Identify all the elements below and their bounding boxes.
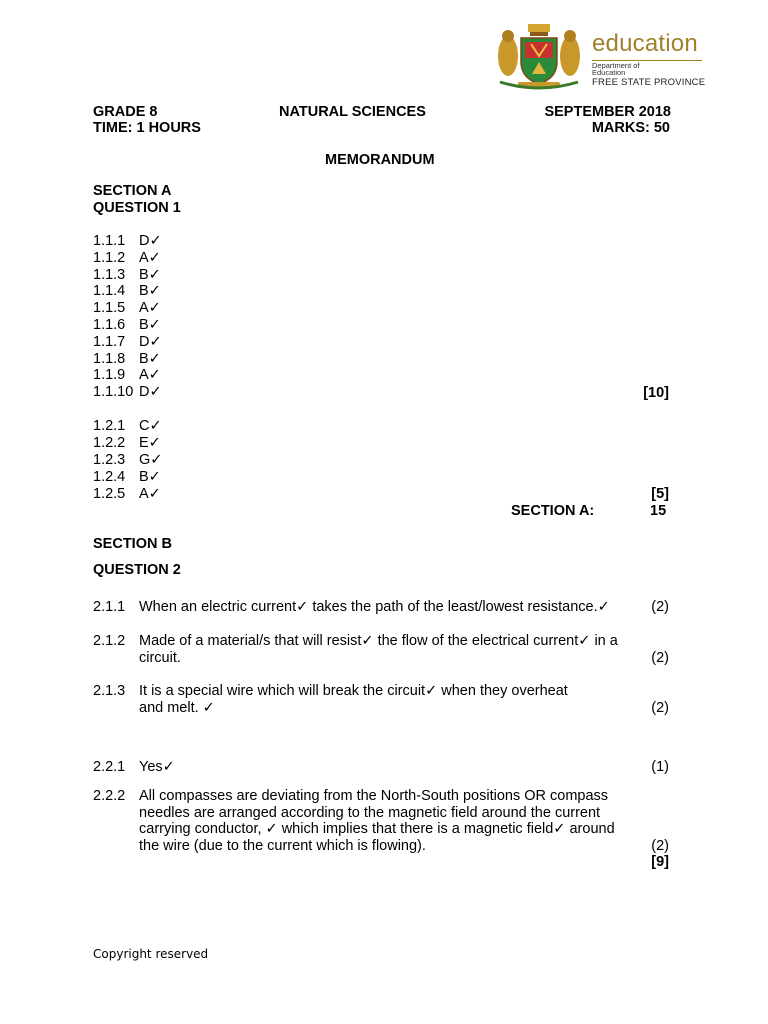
- answer-number: 1.2.2: [93, 434, 126, 451]
- marks-label: MARKS: 50: [591, 120, 670, 136]
- answer-text: When an electric current✓ takes the path of the least/lowest resistance.✓: [139, 599, 610, 615]
- education-logo: [494, 22, 706, 92]
- question-number: 2.1.1: [93, 599, 126, 615]
- answer-value: B✓: [139, 350, 161, 367]
- section-a-heading: SECTION A: [93, 183, 172, 199]
- answer-number: 1.1.4: [93, 283, 126, 300]
- page-title: MEMORANDUM: [325, 152, 435, 168]
- answer-value: A✓: [139, 249, 161, 266]
- answer-text: and melt. ✓: [139, 700, 215, 716]
- answer-text: carrying conductor, ✓ which implies that there is a magnetic field✓ around: [139, 821, 615, 837]
- answer-number: 1.2.5: [93, 485, 126, 502]
- mark-allocation: (2): [651, 650, 669, 666]
- mark-allocation: (2): [651, 700, 669, 716]
- answer-value: A✓: [139, 485, 161, 502]
- total-question-2: [9]: [651, 854, 669, 870]
- subject-label: NATURAL SCIENCES: [279, 104, 426, 120]
- answer-value: A✓: [139, 300, 161, 317]
- mark-allocation: (2): [651, 599, 669, 615]
- time-label: TIME: 1 HOURS: [93, 120, 201, 136]
- answer-value: E✓: [139, 434, 161, 451]
- mark-allocation: (2): [651, 838, 669, 854]
- answer-number: 1.1.6: [93, 317, 126, 333]
- answer-number: 1.1.8: [93, 350, 126, 367]
- answer-text: the wire (due to the current which is flowing).: [139, 838, 426, 854]
- answer-text: It is a special wire which will break the circuit✓ when they overheat: [139, 683, 568, 699]
- answer-number: 1.1.10: [93, 384, 134, 401]
- coat-of-arms-icon: [494, 22, 584, 92]
- answer-text: All compasses are deviating from the North-South positions OR compass: [139, 788, 609, 804]
- answer-number: 1.1.1: [93, 233, 126, 249]
- logo-wordmark: education: [592, 30, 698, 57]
- answer-value: B✓: [139, 266, 161, 283]
- answer-value: D✓: [139, 233, 162, 249]
- answer-number: 1.1.5: [93, 300, 126, 317]
- question-number: 2.1.2: [93, 633, 126, 649]
- answer-value: B✓: [139, 317, 161, 333]
- question-number: 2.1.3: [93, 683, 126, 699]
- answer-text: Yes✓: [139, 759, 175, 775]
- answer-number: 1.1.9: [93, 367, 126, 384]
- answer-text: circuit.: [139, 650, 181, 666]
- answer-number: 1.2.3: [93, 451, 126, 468]
- section-b-heading: SECTION B: [93, 536, 172, 552]
- answer-value: D✓: [139, 333, 162, 350]
- answer-number: 1.1.2: [93, 249, 126, 266]
- logo-province: FREE STATE PROVINCE: [592, 77, 706, 88]
- grade-label: GRADE 8: [93, 104, 158, 120]
- answer-text: Made of a material/s that will resist✓ the flow of the electrical current✓ in a: [139, 633, 618, 649]
- answer-value: B✓: [139, 468, 161, 485]
- mark-allocation: (1): [651, 759, 669, 775]
- answer-number: 1.2.4: [93, 468, 126, 485]
- copyright-footer: Copyright reserved: [93, 947, 209, 961]
- question-1-heading: QUESTION 1: [93, 200, 181, 216]
- answer-value: C✓: [139, 418, 162, 434]
- question-number: 2.2.1: [93, 759, 126, 775]
- logo-dept-line1: Department of: [592, 61, 640, 70]
- total-1-1: [10]: [643, 385, 669, 401]
- section-a-total-value: 15: [650, 503, 667, 519]
- logo-dept-line2: Education: [592, 68, 626, 77]
- answer-value: G✓: [139, 451, 163, 468]
- answer-number: 1.2.1: [93, 418, 126, 434]
- total-1-2: [5]: [651, 486, 669, 502]
- question-number: 2.2.2: [93, 788, 126, 804]
- answer-value: B✓: [139, 283, 161, 300]
- answer-text: needles are arranged according to the magnetic field around the current: [139, 805, 601, 821]
- answer-value: A✓: [139, 367, 161, 384]
- answer-number: 1.1.3: [93, 266, 126, 283]
- answer-number: 1.1.7: [93, 333, 126, 350]
- question-2-heading: QUESTION 2: [93, 562, 181, 578]
- date-label: SEPTEMBER 2018: [544, 104, 671, 120]
- answer-value: D✓: [139, 384, 162, 401]
- section-a-total-label: SECTION A:: [511, 503, 595, 519]
